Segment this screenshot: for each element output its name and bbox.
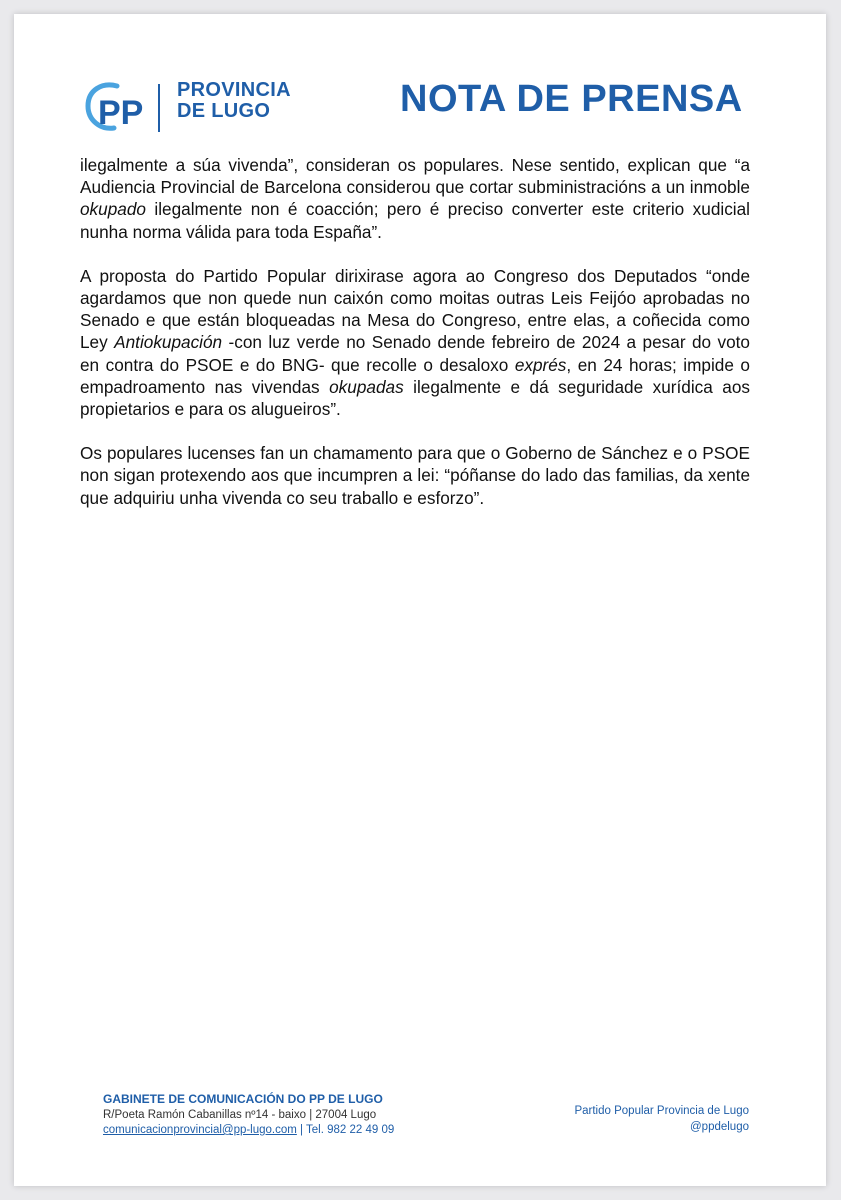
pp-logo-mark <box>84 80 150 136</box>
italic-term: okupado <box>80 199 146 220</box>
footer-address: R/Poeta Ramón Cabanillas nº14 - baixo | 27004 Lugo <box>103 1108 377 1121</box>
italic-term: exprés <box>514 354 567 375</box>
paragraph-text: ilegalmente non é coacción; pero é preciso converter este criterio xudicial nunha norma válida para toda España”. <box>80 199 750 242</box>
footer-email-link[interactable]: comunicacionprovincial@pp-lugo.com <box>103 1124 297 1136</box>
logo-wordmark <box>177 80 291 122</box>
paragraph-text: Os populares lucenses fan un chamamento para que o Goberno de Sánchez e o PSOE non sigan protexendo aos que incumpren a lei: “póñanse do lado das familias, da xente que adquiriu unha vivenda co seu traballo e esforzo”. <box>80 443 750 508</box>
page-header <box>14 14 826 154</box>
footer-org: GABINETE DE COMUNICACIÓN DO PP DE LUGO <box>103 1092 383 1106</box>
document-page <box>14 14 826 1186</box>
article-body <box>80 154 750 531</box>
italic-term: okupadas <box>329 376 404 397</box>
footer-handle[interactable]: @ppdelugo <box>690 1120 749 1133</box>
footer-contact <box>103 1092 394 1139</box>
footer-party-name: Partido Popular Provincia de Lugo <box>574 1105 749 1117</box>
pp-logo-letters: PP <box>98 94 144 132</box>
paragraph <box>80 154 750 243</box>
logo-separator <box>158 84 160 132</box>
page-title: NOTA DE PRENSA <box>400 78 743 120</box>
pp-logo <box>84 80 150 141</box>
paragraph-text: A proposta do Partido Popular dirixirase agora ao Congreso dos Deputados “onde agardamos que non quede nun caixón como moitas outras Leis Feijóo aprobadas no Senado e que están bloqueadas na Mesa do Congreso, entre elas, a coñecida como Ley <box>80 265 750 353</box>
footer-party <box>574 1104 749 1135</box>
paragraph-text: ilegalmente e dá seguridade xurídica aos propietarios e para os alugueiros”. <box>80 376 750 420</box>
paragraph-text: -con luz verde no Senado dende febreiro de 2024 a pesar do voto en contra do PSOE e do BNG- que recolle o desaloxo <box>80 332 750 375</box>
logo-line-1: PROVINCIA <box>177 79 291 101</box>
paragraph <box>80 442 750 509</box>
italic-term: Antiokupación <box>114 332 223 353</box>
paragraph-text: , en 24 horas; impide o empadroamento nas vivendas <box>80 354 750 397</box>
paragraph-text: ilegalmente a súa vivenda”, consideran os populares. Nese sentido, explican que “a Audiencia Provincial de Barcelona considerou que cortar subministracións a un inmoble <box>80 155 750 198</box>
footer-phone: | Tel. 982 22 49 09 <box>296 1124 395 1136</box>
logo-line-2: DE LUGO <box>177 100 271 122</box>
paragraph <box>80 265 750 420</box>
